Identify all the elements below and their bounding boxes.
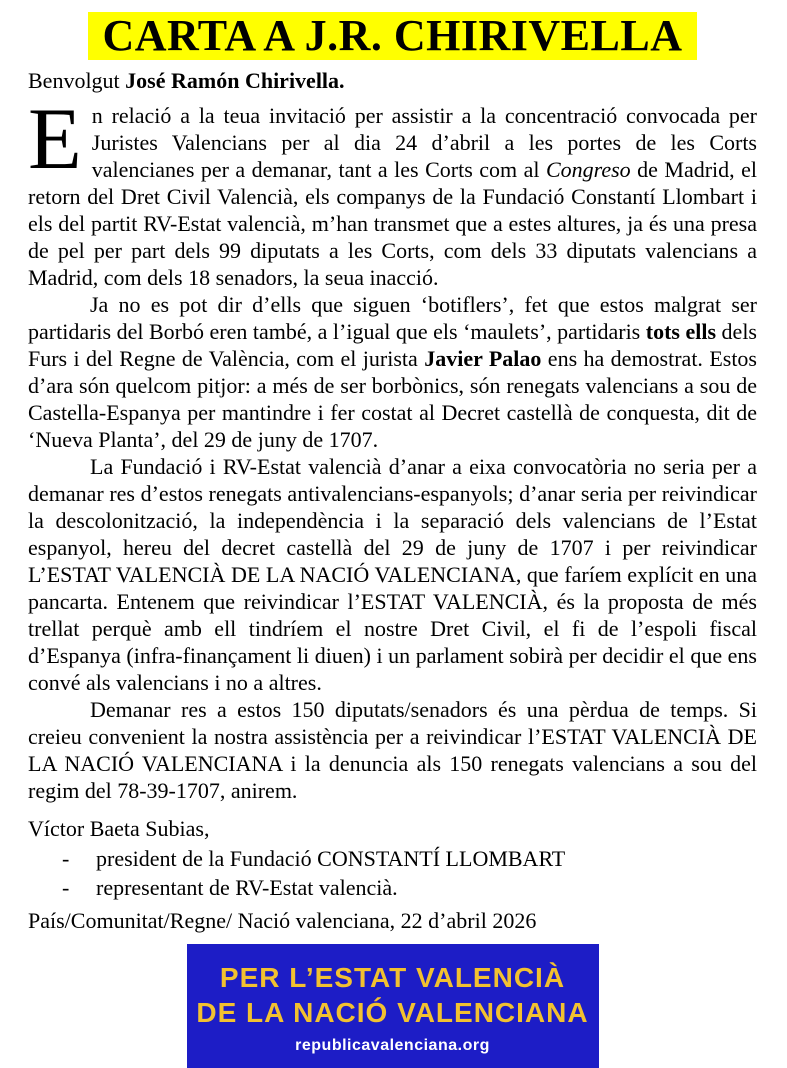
recipient-name: José Ramón Chirivella.: [125, 67, 345, 93]
text-run: ens ha demostrat. Estos d’ara són quelcom pitjor: a més de ser borbònics, són renegats valencians a sou de Castella-Espanya per mantindre i fer costat al Decret castellà de conquesta, dit de ‘Nueva Planta’, del 29 de juny de 1707.: [28, 345, 757, 452]
signature-role-label: representant de RV-Estat valencià.: [96, 874, 398, 900]
text-run: Ja no es pot dir d’ells que siguen ‘botiflers’, fet que estos malgrat ser partidaris del Borbó eren també, a l’igual que els ‘maulets’, partidaris: [28, 291, 757, 344]
dropcap-letter: E: [28, 90, 82, 188]
paragraph-4: [28, 696, 757, 804]
banner-slogan-line1: PER L’ESTAT VALENCIÀ: [219, 961, 566, 993]
text-run: dels Furs i del Regne de València, com el jurista: [28, 318, 757, 371]
signature-role-representant: [28, 873, 757, 902]
banner-slogan-line2: DE LA NACIÓ VALENCIANA: [196, 996, 589, 1028]
paragraph-2: [28, 291, 757, 453]
paragraph-1: [28, 90, 758, 291]
salutation: [28, 68, 757, 94]
signature-role-label: president de la Fundació CONSTANTÍ LLOMBART: [96, 845, 566, 871]
place-date-line: País/Comunitat/Regne/ Nació valenciana, 22 d’abril 2026: [28, 907, 537, 933]
text-run: Congreso: [545, 156, 631, 182]
text-run: La Fundació i RV-Estat valencià d’anar a eixa convocatòria no seria per a demanar res d’estos renegats antivalencians-espanyols; d’anar seria per reivindicar la descolonització, la independència i la separació dels valencians de l’Estat espanyol, hereu del decret castellà del 29 de juny de 1707 i per reivindicar L’ESTAT VALENCIÀ DE LA NACIÓ VALENCIANA, que faríem explícit en una pancarta. Entenem que reivindicar l’ESTAT VALENCIÀ, és la proposta de més trellat perquè amb ell tindríem el nostre Dret Civil, el fi de l’espoli fiscal d’Espanya (infra-finançament li diuen) i un parlament sobirà per decidir el que ens convé als valencians i no a altres.: [28, 453, 757, 695]
signature-role-president: [28, 844, 757, 873]
signature-name: Víctor Baeta Subias,: [28, 815, 210, 841]
title-container: [28, 12, 757, 60]
signature-roles: [28, 844, 757, 902]
campaign-banner: [187, 944, 599, 1068]
text-run: n relació a la teua invitació per assistir a la concentració convocada per Juristes Valencians per al dia 24 d’abril a les portes de les Corts valencianes per a demanar, tant a les Corts com al: [91, 102, 757, 182]
text-run: Javier Palao: [424, 345, 542, 371]
page-title: CARTA A J.R. CHIRIVELLA: [88, 12, 696, 60]
text-run: de Madrid, el retorn del Dret Civil Valencià, els companys de la Fundació Constantí Llombart i els del partit RV-Estat valencià, m’han transmet que a estes altures, ja és una presa de pel per part dels 99 diputats a les Corts, com dels 33 diputats valencians a Madrid, com dels 18 senadors, la seua inacció.: [28, 156, 758, 290]
text-run: Demanar res a estos 150 diputats/senadors és una pèrdua de temps. Si creieu convenient la nostra assistència per a reivindicar l’ESTAT VALENCIÀ DE LA NACIÓ VALENCIANA i la denuncia als 150 renegats valencians a sou del regim del 78-39-1707, anirem.: [28, 696, 757, 803]
dash-bullet: -: [62, 874, 70, 900]
paragraph-3: [28, 453, 757, 696]
dash-bullet: -: [62, 845, 70, 871]
letter-body: [28, 90, 758, 804]
text-run: tots ells: [645, 318, 717, 344]
salutation-prefix: Benvolgut: [28, 67, 126, 93]
banner-url: republicavalenciana.org: [295, 1036, 490, 1054]
